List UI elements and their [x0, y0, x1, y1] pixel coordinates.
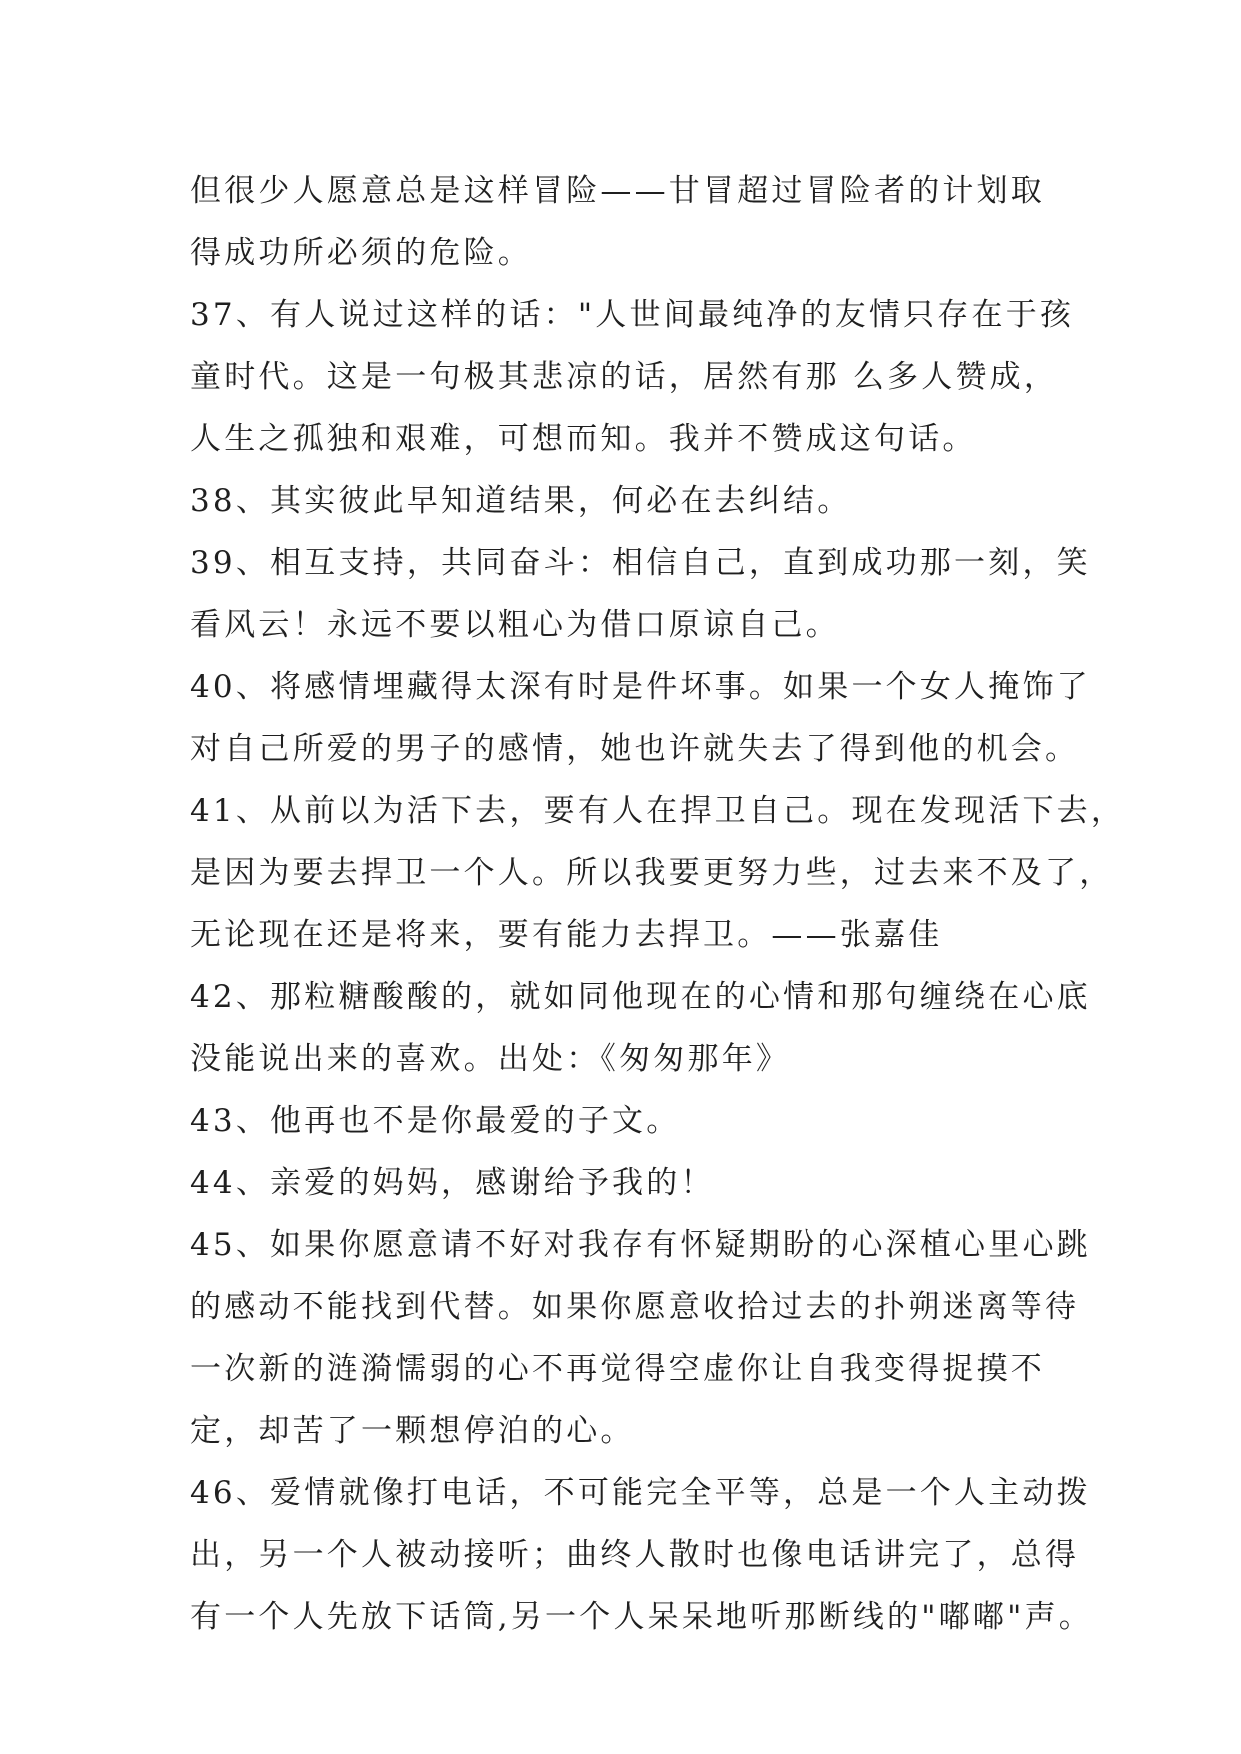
text-line: 是因为要去捍卫一个人。所以我要更努力些，过去来不及了， — [190, 855, 1114, 891]
text-line: 童时代。这是一句极其悲凉的话，居然有那 么多人赞成， — [190, 359, 1059, 395]
text-line: 46、爱情就像打电话，不可能完全平等，总是一个人主动拨 — [190, 1475, 1091, 1511]
text-line: 39、相互支持，共同奋斗：相信自己，直到成功那一刻，笑 — [190, 545, 1091, 581]
text-line: 44、亲爱的妈妈，感谢给予我的！ — [190, 1165, 715, 1201]
body-text — [190, 160, 1126, 1648]
text-line: 42、那粒糖酸酸的，就如同他现在的心情和那句缠绕在心底 — [190, 979, 1091, 1015]
text-line: 43、他再也不是你最爱的子文。 — [190, 1103, 681, 1139]
text-line: 45、如果你愿意请不好对我存有怀疑期盼的心深植心里心跳 — [190, 1227, 1091, 1263]
text-line: 但很少人愿意总是这样冒险——甘冒超过冒险者的计划取 — [190, 173, 1045, 209]
text-line: 出，另一个人被动接听；曲终人散时也像电话讲完了，总得 — [190, 1537, 1080, 1573]
text-line: 有一个人先放下话筒,另一个人呆呆地听那断线的"嘟嘟"声。 — [190, 1599, 1093, 1635]
text-line: 没能说出来的喜欢。出处：《匆匆那年》 — [190, 1041, 791, 1077]
text-line: 40、将感情埋藏得太深有时是件坏事。如果一个女人掩饰了 — [190, 669, 1091, 705]
text-line: 37、有人说过这样的话："人世间最纯净的友情只存在于孩 — [190, 297, 1075, 333]
text-line: 41、从前以为活下去，要有人在捍卫自己。现在发现活下去， — [190, 793, 1126, 829]
text-line: 人生之孤独和艰难，可想而知。我并不赞成这句话。 — [190, 421, 977, 457]
text-line: 看风云！永远不要以粗心为借口原谅自己。 — [190, 607, 840, 643]
text-line: 无论现在还是将来，要有能力去捍卫。——张嘉佳 — [190, 917, 943, 953]
text-line: 38、其实彼此早知道结果，何必在去纠结。 — [190, 483, 852, 519]
text-line: 定，却苦了一颗想停泊的心。 — [190, 1413, 635, 1449]
text-line: 得成功所必须的危险。 — [190, 235, 532, 271]
text-line: 对自己所爱的男子的感情，她也许就失去了得到他的机会。 — [190, 731, 1080, 767]
text-line: 的感动不能找到代替。如果你愿意收拾过去的扑朔迷离等待 — [190, 1289, 1080, 1325]
text-line: 一次新的涟漪懦弱的心不再觉得空虚你让自我变得捉摸不 — [190, 1351, 1045, 1387]
